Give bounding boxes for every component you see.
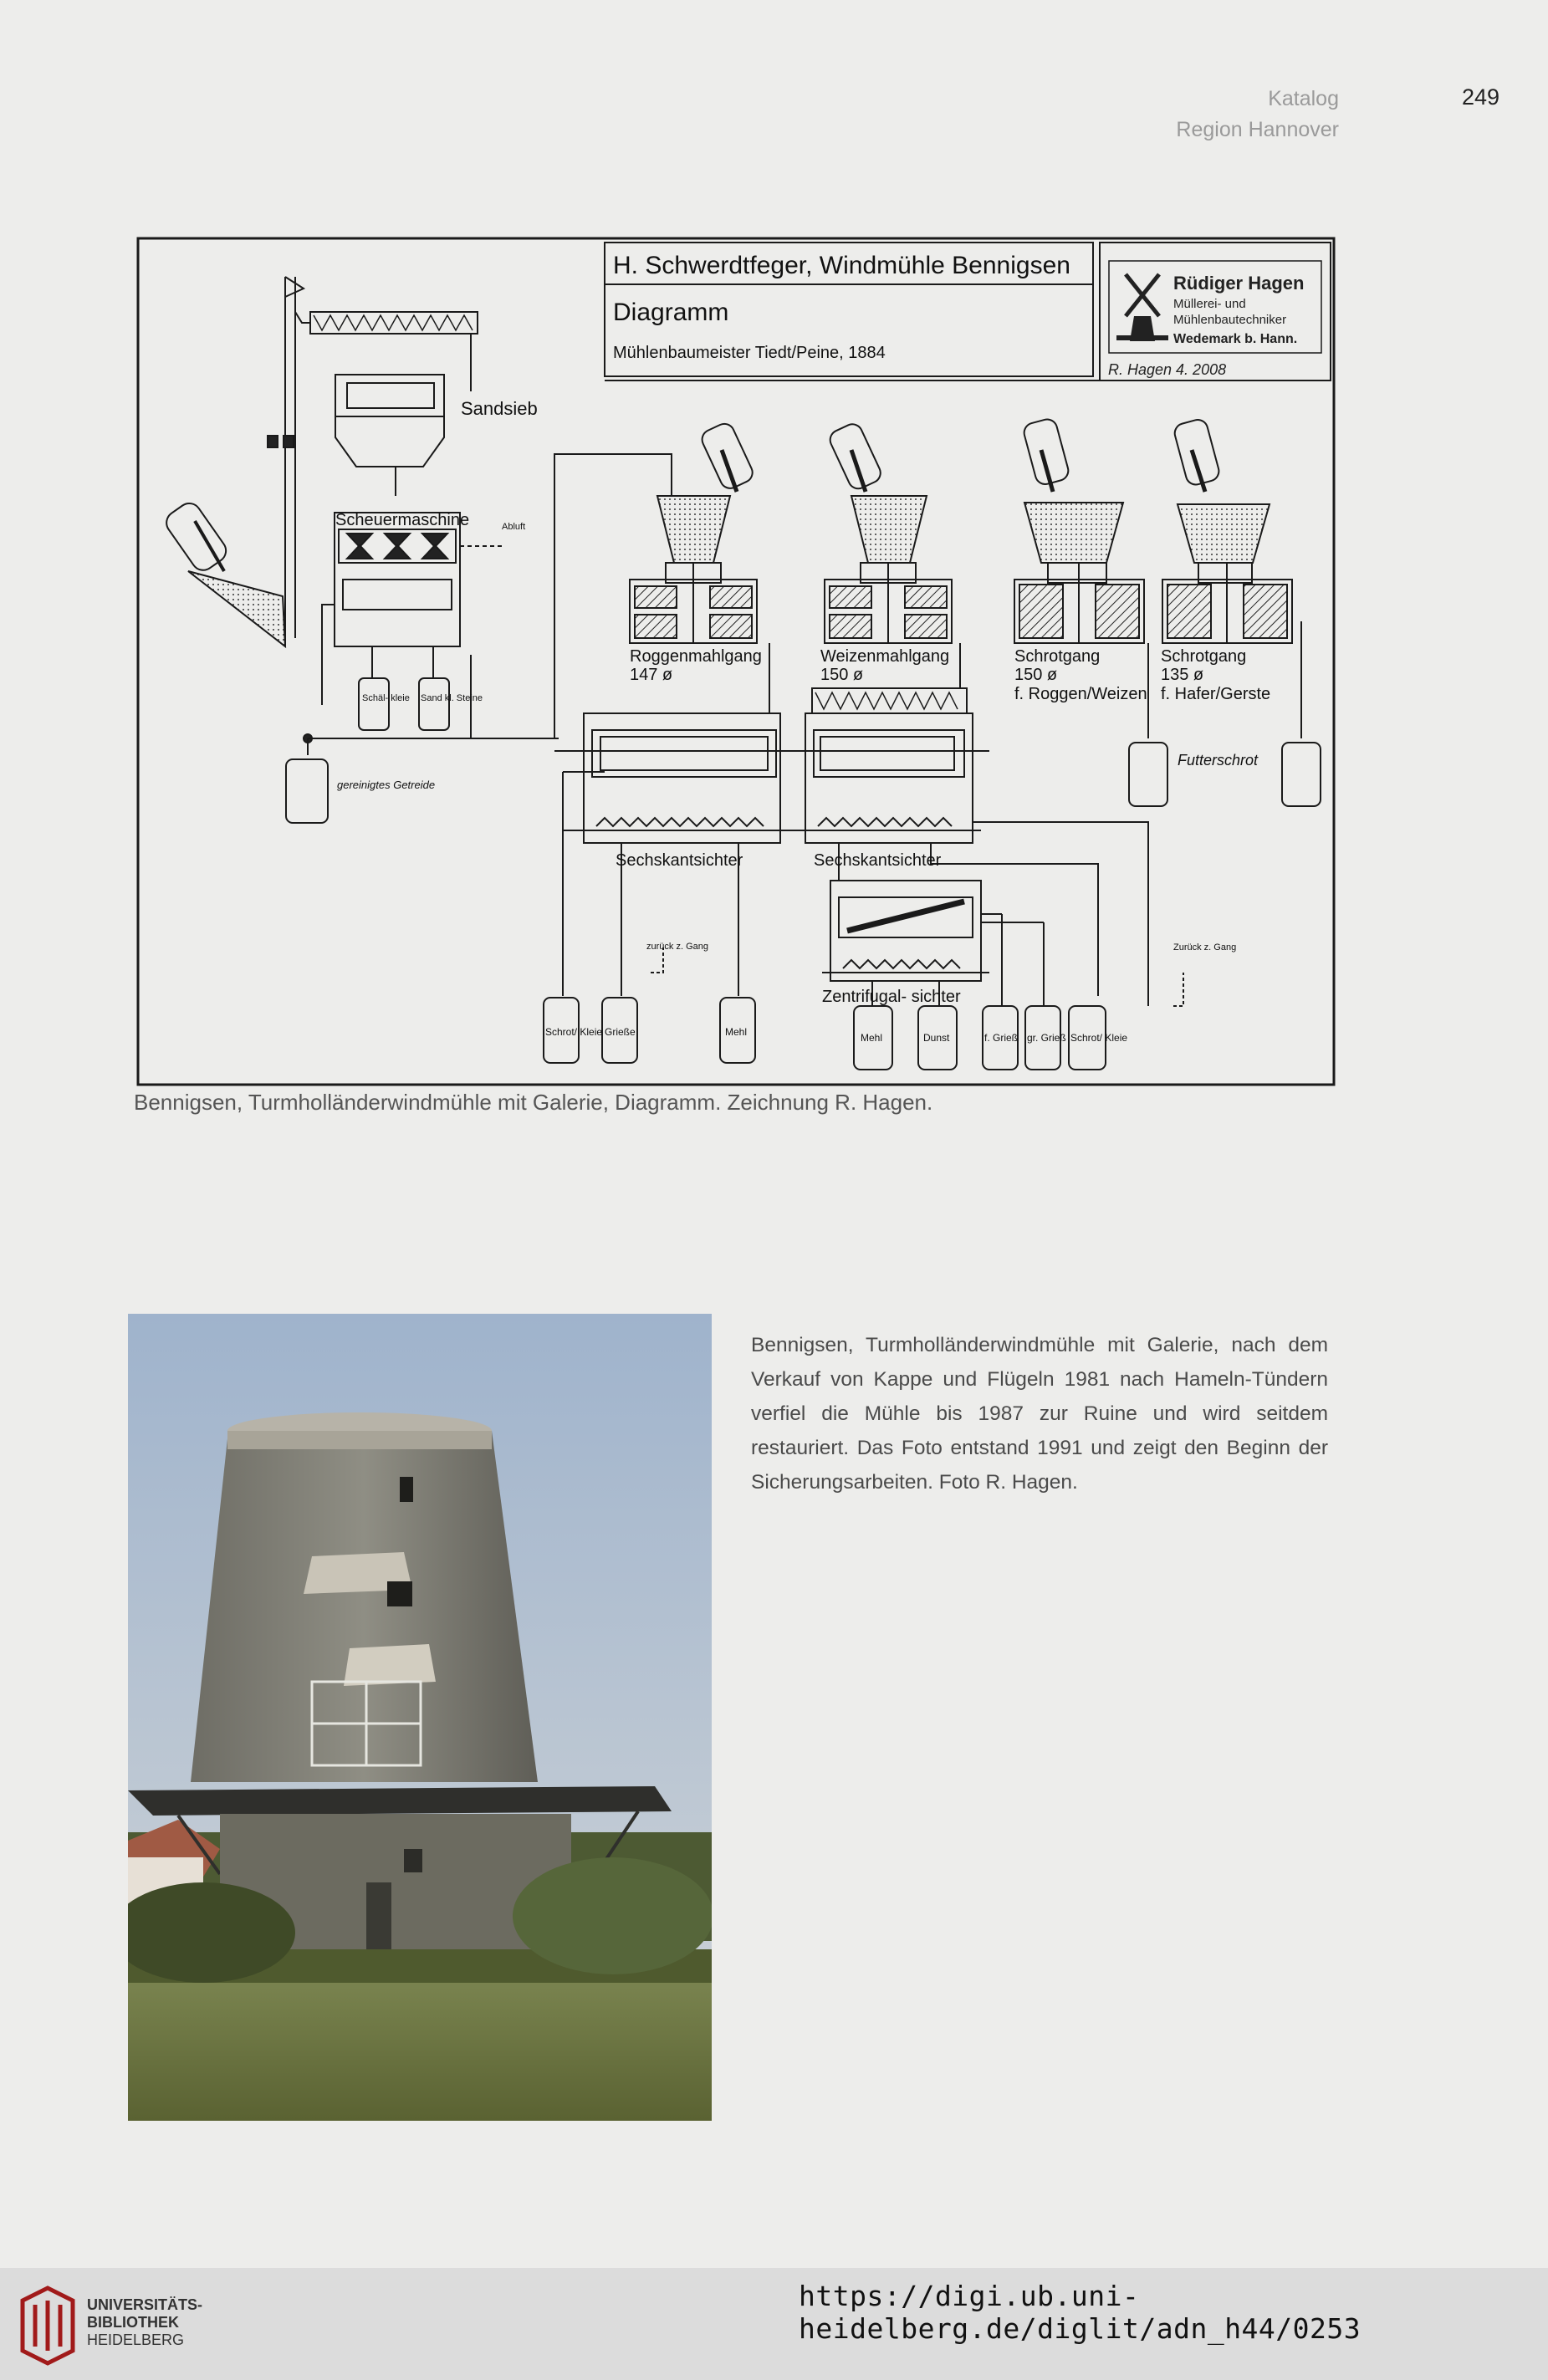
- label-abluft: Abluft: [502, 522, 526, 532]
- section-title: Katalog: [1268, 87, 1339, 110]
- running-head: [1176, 84, 1339, 146]
- photo-caption: [751, 1328, 1328, 1499]
- bin-label: Mehl: [861, 1032, 883, 1044]
- logo-line-3: HEIDELBERG: [87, 2331, 185, 2348]
- logo-line-1: UNIVERSITÄTS-: [87, 2296, 203, 2313]
- bin-label: gr. Grieß: [1027, 1032, 1066, 1044]
- stamp-signature: R. Hagen 4. 2008: [1108, 361, 1227, 378]
- hexagonal-sifter-2: [789, 688, 989, 843]
- label-zentrifugalsichter: Zentrifugal- sichter: [822, 988, 961, 1006]
- centrifugal-sifter: [822, 881, 989, 981]
- label-schaelkleie: Schäl- kleie: [362, 693, 410, 703]
- label-sand-steine: Sand kl. Steine: [421, 693, 483, 703]
- label-weizen-size: 150 ø: [820, 666, 864, 684]
- label-scheuermaschine: Scheuermaschine: [335, 511, 470, 529]
- stamp-name: Rüdiger Hagen: [1173, 273, 1305, 294]
- bin-label: Schrot/ Kleie: [545, 1026, 603, 1038]
- source-url-link[interactable]: https://digi.ub.uni-heidelberg.de/diglit/adn_h44/0253: [799, 2280, 1362, 2345]
- label-futterschrot: Futterschrot: [1178, 752, 1259, 769]
- university-library-name: [87, 2296, 202, 2349]
- logo-line-2: BIBLIOTHEK: [87, 2314, 179, 2331]
- page-number: 249: [1462, 84, 1500, 110]
- grist-mill-1-station: [1014, 417, 1144, 643]
- label-sechskantsichter-1: Sechskantsichter: [616, 851, 743, 870]
- bin-label: Schrot/ Kleie: [1070, 1032, 1128, 1044]
- stamp-box: [1100, 243, 1331, 380]
- diagram-subtitle: Diagramm: [613, 299, 729, 326]
- label-sandsieb: Sandsieb: [461, 398, 538, 419]
- label-roggenmahlgang: Roggenmahlgang: [630, 647, 762, 666]
- diagram-builder: Mühlenbaumeister Tiedt/Peine, 1884: [613, 344, 886, 362]
- label-schrotgang-1-size: 150 ø: [1014, 666, 1058, 684]
- hexagonal-sifter-1: [554, 713, 805, 843]
- bin-label: Mehl: [725, 1026, 748, 1038]
- diagram-caption: Bennigsen, Turmholländerwindmühle mit Galerie, Diagramm. Zeichnung R. Hagen.: [134, 1090, 933, 1115]
- bin-label: f. Grieß: [984, 1032, 1019, 1044]
- label-schrotgang-2: Schrotgang: [1161, 647, 1247, 666]
- stamp-line3: Wedemark b. Hann.: [1173, 332, 1298, 346]
- bin-label: Dunst: [923, 1032, 950, 1044]
- windmill-photo: [128, 1314, 712, 2121]
- label-schrotgang-2-use: f. Hafer/Gerste: [1161, 685, 1271, 703]
- label-zurueck-1: zurück z. Gang: [646, 942, 708, 952]
- stamp-line2: Mühlenbautechniker: [1173, 313, 1287, 327]
- grist-mill-2-station: [1162, 417, 1292, 643]
- gallery: [128, 1786, 672, 1816]
- university-library-logo-icon: [18, 2284, 77, 2372]
- stamp-line1: Müllerei- und: [1173, 297, 1246, 311]
- label-schrotgang-1: Schrotgang: [1014, 647, 1101, 666]
- photo-caption-text: Bennigsen, Turmholländerwindmühle mit Galerie, nach dem Verkauf von Kappe und Flügeln 1981 nach Hameln-Tündern verfiel die Mühle bis 1987 zur Ruine und wird seitdem restauriert. Das Foto entstand 1991 und zeigt den Beginn der Sicherungsarbeiten. Foto R. Hagen.: [751, 1334, 1328, 1494]
- label-roggen-size: 147 ø: [630, 666, 673, 684]
- region-title: Region Hannover: [1176, 118, 1339, 141]
- label-schrotgang-2-size: 135 ø: [1161, 666, 1204, 684]
- wheat-millstone-station: [825, 421, 952, 643]
- mill-stamp-icon: [1116, 274, 1168, 341]
- bin-label: Grieße: [605, 1026, 636, 1038]
- label-schrotgang-1-use: f. Roggen/Weizen: [1014, 685, 1147, 703]
- label-weizenmahlgang: Weizenmahlgang: [820, 647, 950, 666]
- label-sechskantsichter-2: Sechskantsichter: [814, 851, 942, 870]
- mill-flow-diagram: [136, 237, 1336, 1086]
- label-zurueck-2: Zurück z. Gang: [1173, 942, 1237, 953]
- diagram-title: H. Schwerdtfeger, Windmühle Bennigsen: [613, 252, 1070, 279]
- mill-tower: [191, 1431, 538, 1782]
- label-gereinigtes-getreide: gereinigtes Getreide: [337, 779, 436, 791]
